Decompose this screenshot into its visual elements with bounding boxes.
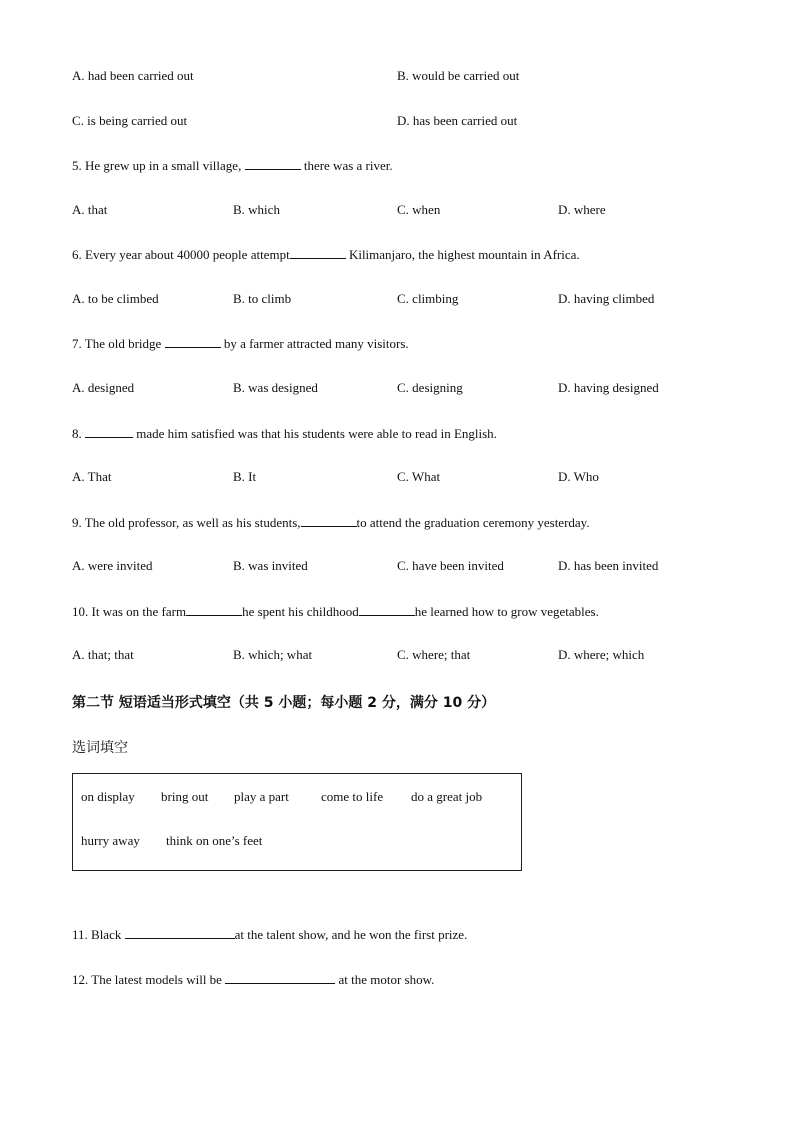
q8-option-c: C. What [397,469,441,484]
q4-option-a: A. had been carried out [72,68,194,83]
answer-blank[interactable] [301,514,357,527]
q6-option-c: C. climbing [397,291,459,306]
q6-option-a: A. to be climbed [72,291,159,306]
question-7-stem: 7. The old bridge by a farmer attracted many visitors. [72,336,409,351]
q7-option-a: A. designed [72,380,135,395]
q5-option-b: B. which [233,202,280,217]
q10-option-c: C. where; that [397,647,471,662]
q8-option-d: D. Who [558,469,599,484]
word-bank-item: bring out [161,789,209,804]
q10-option-a: A. that; that [72,647,134,662]
q9-option-a: A. were invited [72,558,153,573]
q9-option-b: B. was invited [233,558,308,573]
word-bank-item: hurry away [81,833,140,848]
q5-option-c: C. when [397,202,441,217]
q7-option-d: D. having designed [558,380,659,395]
q10-option-d: D. where; which [558,647,645,662]
question-10-stem: 10. It was on the farm he spent his childhood he learned how to grow vegetables. [72,604,599,619]
q9-option-d: D. has been invited [558,558,659,573]
answer-blank[interactable] [125,926,235,939]
answer-blank[interactable] [225,971,335,984]
word-bank-item: come to life [321,789,384,804]
q4-option-d: D. has been carried out [397,113,518,128]
word-bank-item: do a great job [411,789,483,804]
answer-blank[interactable] [245,157,301,170]
question-11-stem: 11. Black at the talent show, and he won the first prize. [72,927,468,942]
word-bank-item: think on one’s feet [166,833,263,848]
answer-blank[interactable] [290,246,346,259]
answer-blank[interactable] [85,425,133,438]
q4-option-b: B. would be carried out [397,68,520,83]
answer-blank[interactable] [165,335,221,348]
q10-option-b: B. which; what [233,647,313,662]
section-heading: 第二节 短语适当形式填空（共 5 小题；每小题 2 分，满分 10 分） [72,695,496,711]
word-bank-box [72,773,522,871]
q6-option-b: B. to climb [233,291,292,306]
question-5-stem: 5. He grew up in a small village, there was a river. [72,158,393,173]
q5-option-d: D. where [558,202,606,217]
word-bank-item: play a part [234,789,289,804]
question-8-stem: 8. made him satisfied was that his students were able to read in English. [72,426,497,441]
q8-option-b: B. It [233,469,257,484]
q5-option-a: A. that [72,202,108,217]
q4-option-c: C. is being carried out [72,113,188,128]
q7-option-b: B. was designed [233,380,318,395]
q6-option-d: D. having climbed [558,291,655,306]
word-bank-item: on display [81,789,135,804]
answer-blank-1[interactable] [186,603,242,616]
answer-blank-2[interactable] [359,603,415,616]
section-subheading: 选词填空 [72,740,128,756]
question-9-stem: 9. The old professor, as well as his students, to attend the graduation ceremony yesterday. [72,515,590,530]
q8-option-a: A. That [72,469,112,484]
q7-option-c: C. designing [397,380,463,395]
q9-option-c: C. have been invited [397,558,504,573]
question-12-stem: 12. The latest models will be at the motor show. [72,972,435,987]
question-6-stem: 6. Every year about 40000 people attempt Kilimanjaro, the highest mountain in Africa. [72,247,580,262]
